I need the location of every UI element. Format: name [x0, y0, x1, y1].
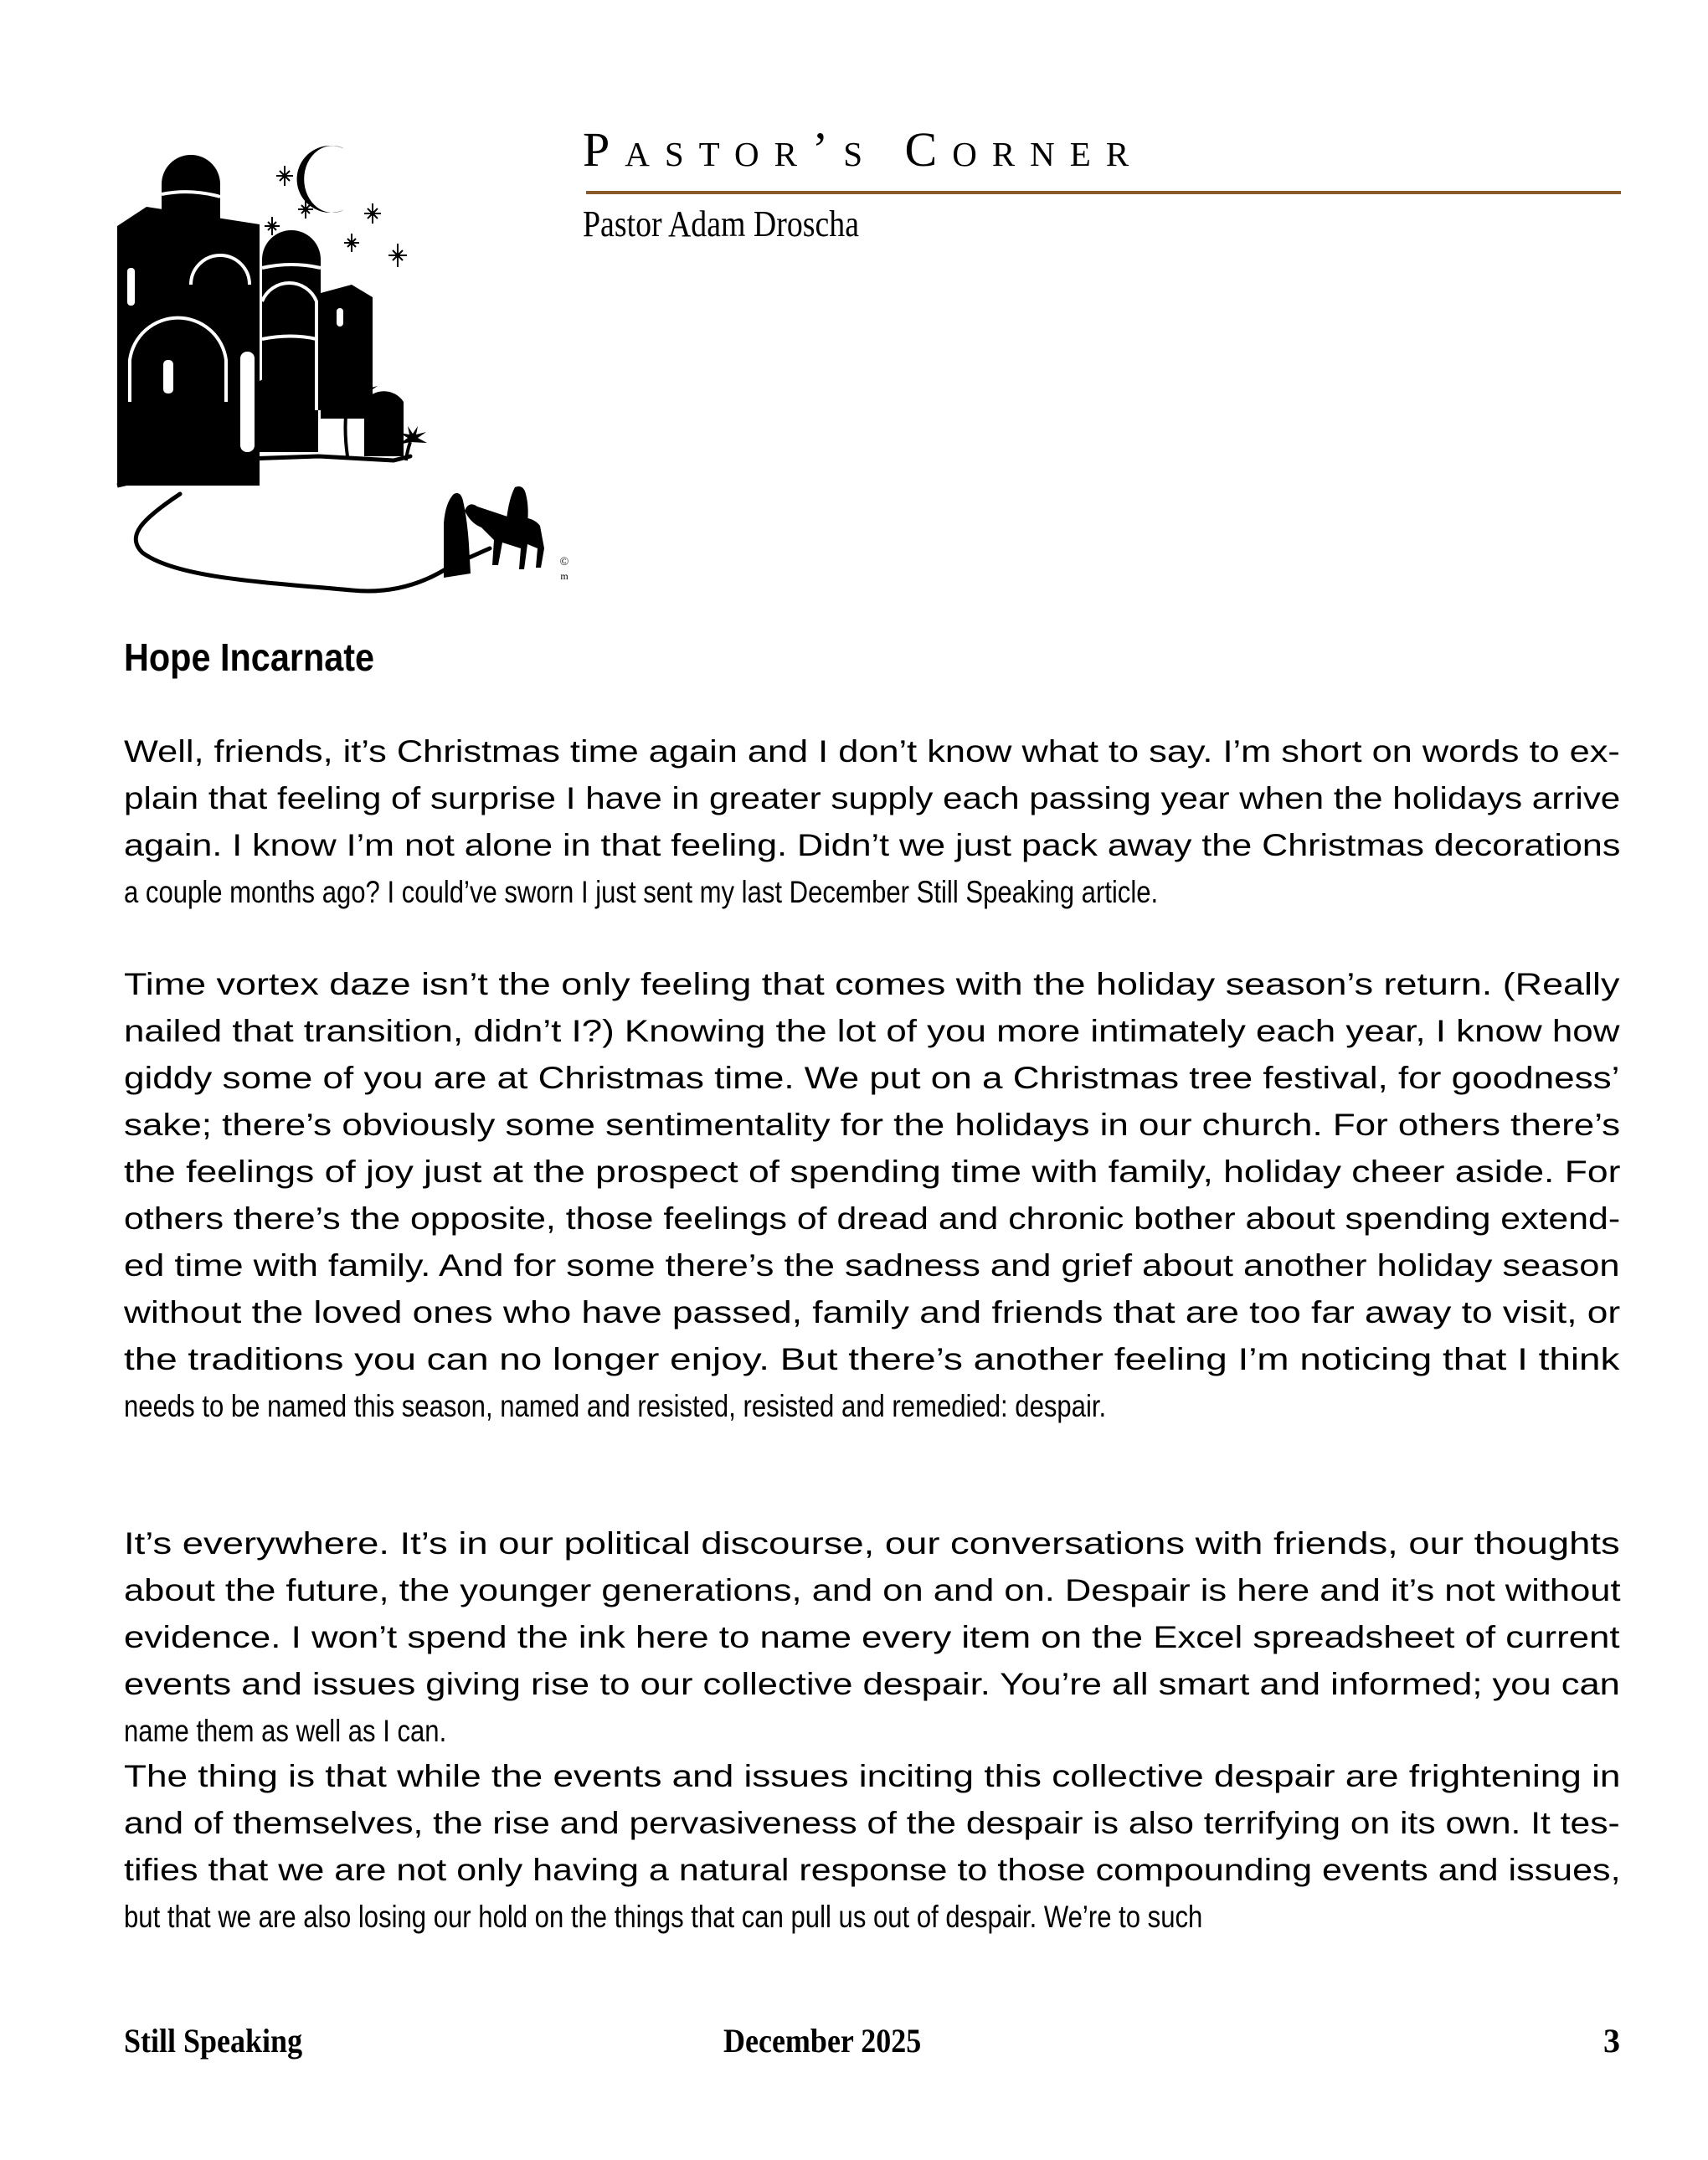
- text-line: evidence. I won’t spend the ink here to name every item on the Excel spreadsheet of current: [124, 1620, 1620, 1654]
- text-line: about the future, the younger generations, and on and on. Despair is here and it’s not without: [124, 1573, 1621, 1607]
- publication-name: Still Speaking: [124, 2022, 303, 2060]
- text-line: giddy some of you are at Christmas time. We put on a Christmas tree festival, for goodness’: [124, 1061, 1620, 1095]
- paragraph-3: [124, 1520, 1620, 1755]
- text-line: again. I know I’m not alone in that feeling. Didn’t we just pack away the Christmas decorations: [124, 828, 1621, 862]
- page-number: 3: [1603, 2022, 1620, 2060]
- text-line: needs to be named this season, named and resisted, resisted and remedied: despair.: [124, 1389, 1107, 1423]
- text-line: tifies that we are not only having a natural response to those compounding events and issues,: [124, 1853, 1621, 1887]
- text-line: the traditions you can no longer enjoy. But there’s another feeling I’m noticing that I think: [124, 1342, 1620, 1376]
- text-line: a couple months ago? I could’ve sworn I just sent my last December Still Speaking article.: [124, 875, 1159, 909]
- title-rule: [586, 191, 1621, 194]
- text-line: nailed that transition, didn’t I?) Knowing the lot of you more intimately each year, I know how: [124, 1014, 1620, 1048]
- author-byline: Pastor Adam Droscha: [583, 203, 859, 244]
- paragraph-2: [124, 961, 1620, 1430]
- text-line: Well, friends, it’s Christmas time again and I don’t know what to say. I’m short on words to ex-: [124, 734, 1620, 769]
- paragraph-4: [124, 1753, 1620, 1941]
- text-line: plain that feeling of surprise I have in greater supply each passing year when the holidays arrive: [124, 781, 1621, 815]
- svg-text:m: m: [560, 570, 568, 582]
- svg-text:©: ©: [559, 556, 569, 568]
- holy-family-silhouette: [444, 486, 544, 578]
- text-line: without the loved ones who have passed, family and friends that are too far away to visit, or: [124, 1295, 1621, 1329]
- text-line: but that we are also losing our hold on the things that can pull us out of despair. We’re to such: [124, 1900, 1203, 1934]
- article-title: Hope Incarnate: [124, 635, 375, 679]
- text-line: others there’s the opposite, those feelings of dread and chronic bother about spending extend-: [124, 1201, 1621, 1236]
- crescent-moon-icon: [297, 146, 345, 213]
- text-line: It’s everywhere. It’s in our political discourse, our conversations with friends, our thoughts: [124, 1526, 1620, 1561]
- copyright-mark: [560, 556, 569, 582]
- text-line: the feelings of joy just at the prospect of spending time with family, holiday cheer aside. For: [124, 1155, 1621, 1189]
- text-line: events and issues giving rise to our collective despair. You’re all smart and informed; you can: [124, 1667, 1620, 1701]
- page-footer: [124, 2016, 1620, 2066]
- text-line: sake; there’s obviously some sentimentality for the holidays in our church. For others there’s: [124, 1108, 1621, 1142]
- text-line: Time vortex daze isn’t the only feeling that comes with the holiday season’s return. (Really: [124, 967, 1620, 1001]
- text-line: name them as well as I can.: [124, 1714, 447, 1748]
- text-line: ed time with family. And for some there’s the sadness and grief about another holiday season: [124, 1248, 1620, 1283]
- text-line: The thing is that while the events and issues inciting this collective despair are frightening in: [124, 1759, 1621, 1793]
- issue-date: December 2025: [723, 2022, 922, 2060]
- bethlehem-illustration: [109, 126, 578, 594]
- section-title: Pastor’s Corner: [583, 122, 1145, 177]
- text-line: and of themselves, the rise and pervasiveness of the despair is also terrifying on its own. It tes-: [124, 1806, 1620, 1840]
- paragraph-1: [124, 728, 1620, 916]
